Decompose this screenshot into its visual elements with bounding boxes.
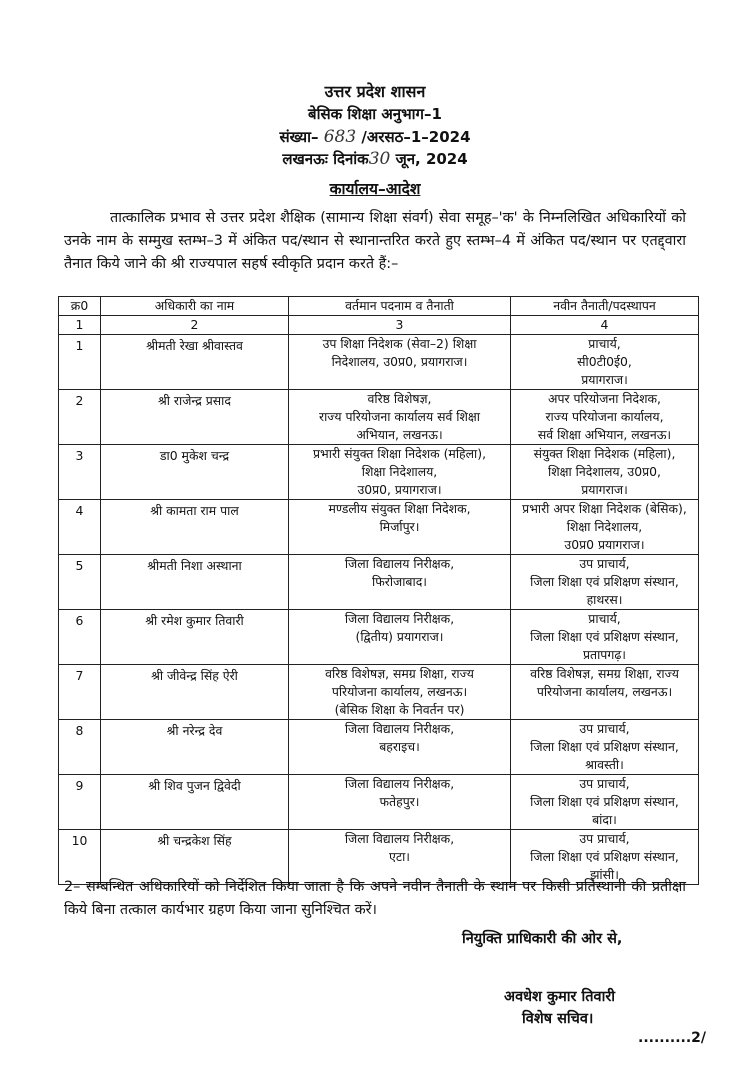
table-row <box>59 610 699 665</box>
order-date-suffix: जून, 2024 <box>395 150 468 168</box>
new-post-line: सी0टी0ई0, <box>577 354 632 369</box>
new-post-cell <box>511 500 699 555</box>
new-post-line: वरिष्ठ विशेषज्ञ, समग्र शिक्षा, राज्य <box>530 666 679 681</box>
order-date-prefix: लखनऊः दिनांक <box>282 150 369 168</box>
current-post-line: उप शिक्षा निदेशक (सेवा–2) शिक्षा <box>322 336 477 351</box>
current-post-line: (बेसिक शिक्षा के निवर्तन पर) <box>334 702 465 717</box>
table-row <box>59 500 699 555</box>
officer-name-cell: डा0 मुकेश चन्द्र <box>101 445 289 500</box>
current-post-line: राज्य परियोजना कार्यालय सर्व शिक्षा <box>319 409 480 424</box>
new-post-cell <box>511 775 699 830</box>
current-post-cell <box>289 555 511 610</box>
new-post-line: शिक्षा निदेशालय, <box>566 519 643 534</box>
new-post-cell <box>511 665 699 720</box>
new-post-line: बांदा। <box>592 812 617 827</box>
header-serial: क्र0 <box>59 297 101 316</box>
serial-cell: 9 <box>59 775 101 830</box>
serial-cell: 8 <box>59 720 101 775</box>
current-post-cell <box>289 775 511 830</box>
current-post-cell <box>289 610 511 665</box>
header-current-post: वर्तमान पदनाम व तैनाती <box>289 297 511 316</box>
officer-name-cell: श्री जीवेन्द्र सिंह ऐरी <box>101 665 289 720</box>
table-row <box>59 720 699 775</box>
current-post-line: शिक्षा निदेशालय, <box>361 464 438 479</box>
new-post-line: जिला शिक्षा एवं प्रशिक्षण संस्थान, <box>530 849 679 864</box>
new-post-line: झांसी। <box>590 867 619 882</box>
new-post-line: शिक्षा निदेशालय, उ0प्र0, <box>548 464 661 479</box>
header-officer-name: अधिकारी का नाम <box>101 297 289 316</box>
serial-cell: 1 <box>59 335 101 390</box>
officer-name-cell: श्री नरेन्द्र देव <box>101 720 289 775</box>
current-post-line: बहराइच। <box>379 739 420 754</box>
new-post-cell <box>511 445 699 500</box>
column-number-row <box>59 316 699 335</box>
new-post-line: उप प्राचार्य, <box>579 831 630 846</box>
serial-cell: 2 <box>59 390 101 445</box>
order-number-suffix: /अरसठ–1–2024 <box>361 128 471 146</box>
column-number: 2 <box>101 316 289 335</box>
govt-heading: उत्तर प्रदेश शासन <box>324 82 426 101</box>
current-post-line: मण्डलीय संयुक्त शिक्षा निदेशक, <box>328 501 471 516</box>
new-post-line: जिला शिक्षा एवं प्रशिक्षण संस्थान, <box>530 629 679 644</box>
current-post-line: परियोजना कार्यालय, लखनऊ। <box>331 684 468 699</box>
table-body <box>59 335 699 885</box>
column-number: 1 <box>59 316 101 335</box>
current-post-line: निदेशालय, उ0प्र0, प्रयागराज। <box>331 354 468 369</box>
current-post-cell <box>289 665 511 720</box>
current-post-line: जिला विद्यालय निरीक्षक, <box>344 721 455 736</box>
officer-name-cell: श्री कामता राम पाल <box>101 500 289 555</box>
new-post-line: उ0प्र0 प्रयागराज। <box>564 537 645 552</box>
new-post-line: संयुक्त शिक्षा निदेशक (महिला), <box>533 446 676 461</box>
new-post-cell <box>511 720 699 775</box>
serial-cell: 3 <box>59 445 101 500</box>
new-post-line: जिला शिक्षा एवं प्रशिक्षण संस्थान, <box>530 794 679 809</box>
current-post-line: मिर्जापुर। <box>379 519 420 534</box>
order-number-handwritten: 683 <box>323 127 357 147</box>
current-post-line: जिला विद्यालय निरीक्षक, <box>344 776 455 791</box>
serial-cell: 5 <box>59 555 101 610</box>
current-post-line: वरिष्ठ विशेषज्ञ, समग्र शिक्षा, राज्य <box>325 666 474 681</box>
order-number-prefix: संख्या– <box>279 128 319 146</box>
table-row <box>59 445 699 500</box>
current-post-line: एटा। <box>388 849 410 864</box>
page-continuation-marker: ..........2/ <box>638 1030 707 1046</box>
on-behalf-line: नियुक्ति प्राधिकारी की ओर से, <box>462 931 623 947</box>
current-post-line: प्रभारी संयुक्त शिक्षा निदेशक (महिला), <box>312 446 487 461</box>
current-post-line: जिला विद्यालय निरीक्षक, <box>344 831 455 846</box>
officer-name-cell: श्री रमेश कुमार तिवारी <box>101 610 289 665</box>
serial-cell: 10 <box>59 830 101 885</box>
directive-paragraph: 2– सम्बन्धित अधिकारियों को निर्देशित किया जाता है कि अपने नवीन तैनाती के स्थान पर किसी प्रतिस्थानी की प्रतीक्षा किये बिना तत्काल कार्यभार ग्रहण किया जाना सुनिश्चित करें। <box>64 879 686 918</box>
new-post-line: उप प्राचार्य, <box>579 721 630 736</box>
table-row <box>59 665 699 720</box>
new-post-cell <box>511 335 699 390</box>
current-post-line: उ0प्र0, प्रयागराज। <box>357 482 442 497</box>
current-post-line: फिरोजाबाद। <box>371 574 427 589</box>
new-post-line: उप प्राचार्य, <box>579 556 630 571</box>
officer-name-cell: श्री शिव पुजन द्विवेदी <box>101 775 289 830</box>
officer-name-cell: श्रीमती निशा अस्थाना <box>101 555 289 610</box>
current-post-cell <box>289 335 511 390</box>
header-new-post: नवीन तैनाती/पदस्थापन <box>511 297 699 316</box>
new-post-line: प्रयागराज। <box>581 482 628 497</box>
officer-name-cell: श्रीमती रेखा श्रीवास्तव <box>101 335 289 390</box>
serial-cell: 6 <box>59 610 101 665</box>
new-post-line: जिला शिक्षा एवं प्रशिक्षण संस्थान, <box>530 739 679 754</box>
column-number: 4 <box>511 316 699 335</box>
order-date-handwritten: 30 <box>368 149 391 169</box>
order-date <box>0 149 750 169</box>
new-post-line: अपर परियोजना निदेशक, <box>548 391 661 406</box>
new-post-line: परियोजना कार्यालय, लखनऊ। <box>536 684 673 699</box>
transfer-table <box>58 296 699 885</box>
signatory-name: अवधेश कुमार तिवारी <box>504 989 616 1005</box>
table-row <box>59 390 699 445</box>
new-post-line: प्रयागराज। <box>581 372 628 387</box>
officer-name-cell: श्री चन्द्रकेश सिंह <box>101 830 289 885</box>
new-post-line: राज्य परियोजना कार्यालय, <box>545 409 664 424</box>
column-number: 3 <box>289 316 511 335</box>
current-post-cell <box>289 500 511 555</box>
new-post-line: उप प्राचार्य, <box>579 776 630 791</box>
officer-name-cell: श्री राजेन्द्र प्रसाद <box>101 390 289 445</box>
new-post-line: प्रभारी अपर शिक्षा निदेशक (बेसिक), <box>522 501 687 516</box>
current-post-line: (द्वितीय) प्रयागराज। <box>355 629 444 644</box>
current-post-line: फतेहपुर। <box>379 794 420 809</box>
new-post-cell <box>511 555 699 610</box>
new-post-line: श्रावस्ती। <box>585 757 624 772</box>
new-post-cell <box>511 390 699 445</box>
new-post-line: प्राचार्य, <box>588 611 621 626</box>
current-post-line: वरिष्ठ विशेषज्ञ, <box>367 391 432 406</box>
serial-cell: 7 <box>59 665 101 720</box>
current-post-cell <box>289 390 511 445</box>
new-post-line: सर्व शिक्षा अभियान, लखनऊ। <box>537 427 672 442</box>
new-post-line: प्राचार्य, <box>588 336 621 351</box>
new-post-line: जिला शिक्षा एवं प्रशिक्षण संस्थान, <box>530 574 679 589</box>
table-row <box>59 775 699 830</box>
new-post-cell <box>511 610 699 665</box>
table-row <box>59 335 699 390</box>
section-heading: बेसिक शिक्षा अनुभाग–1 <box>308 105 442 123</box>
current-post-cell <box>289 720 511 775</box>
intro-paragraph: तात्कालिक प्रभाव से उत्तर प्रदेश शैक्षिक (सामान्य शिक्षा संवर्ग) सेवा समूह–'क' के निम्नलिखित अधिकारियों को उनके नाम के सम्मुख स्तम्भ–3 में अंकित पद/स्थान से स्थानान्तरित करते हुए स्तम्भ–4 में अंकित पद/स्थान पर एतद्द्वारा तैनात किये जाने की श्री राज्यपाल सहर्ष स्वीकृति प्रदान करते हैं:– <box>64 210 686 272</box>
signatory-designation: विशेष सचिव। <box>522 1011 594 1027</box>
table-header-row <box>59 297 699 316</box>
table-row <box>59 555 699 610</box>
order-title: कार्यालय–आदेश <box>329 180 421 198</box>
order-number <box>0 127 750 147</box>
current-post-line: जिला विद्यालय निरीक्षक, <box>344 611 455 626</box>
current-post-line: जिला विद्यालय निरीक्षक, <box>344 556 455 571</box>
new-post-line: हाथरस। <box>586 592 623 607</box>
serial-cell: 4 <box>59 500 101 555</box>
new-post-line: प्रतापगढ़। <box>582 647 626 662</box>
current-post-cell <box>289 445 511 500</box>
current-post-line: अभियान, लखनऊ। <box>356 427 443 442</box>
